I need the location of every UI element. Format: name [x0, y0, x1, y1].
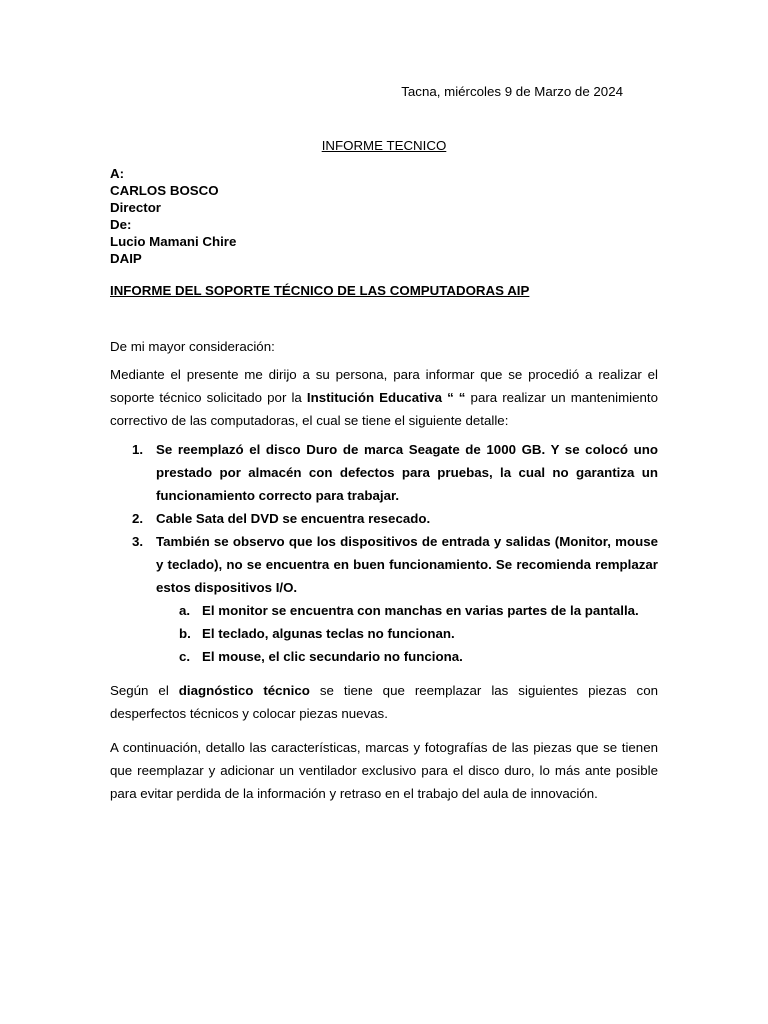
list-item-text: También se observo que los dispositivos de entrada y salidas (Monitor, mouse y teclado), no se encuentra en buen funcionamiento. Se recomienda remplazar estos dispositivos I/O. [156, 534, 658, 595]
sublist-item [110, 645, 658, 668]
sublist-item [110, 599, 658, 622]
closing-paragraph: A continuación, detallo las características, marcas y fotografías de las piezas que se tienen que reemplazar y adicionar un ventilador exclusivo para el disco duro, lo más ante posible para evitar perdida de la información y retraso en el trabajo del aula de innovación. [110, 740, 658, 801]
device-sublist [156, 599, 658, 668]
from-label: De: [110, 217, 132, 232]
document-date: Tacna, miércoles 9 de Marzo de 2024 [401, 84, 623, 99]
document-title: INFORME TECNICO [321, 138, 447, 153]
recipient-role: Director [110, 200, 161, 215]
sublist-item-text: El monitor se encuentra con manchas en varias partes de la pantalla. [202, 603, 639, 618]
list-number: 1. [132, 442, 144, 457]
intro-paragraph [110, 363, 658, 432]
diagnosis-text-1: Según el [110, 683, 179, 698]
list-item-text: Se reemplazó el disco Duro de marca Seagate de 1000 GB. Y se colocó uno prestado por almacén con defectos para pruebas, la cual no garantiza un funcionamiento correcto para trabajar. [156, 442, 658, 503]
letter-body [110, 335, 658, 805]
sublist-letter: a. [179, 603, 191, 618]
sender-name: Lucio Mamani Chire [110, 234, 237, 249]
intro-text-2: para realizar un mantenimiento correctivo de las computadoras, el cual se tiene el siguiente detalle: [110, 390, 658, 428]
sublist-item-text: El mouse, el clic secundario no funciona. [202, 649, 463, 664]
subject-line: INFORME DEL SOPORTE TÉCNICO DE LAS COMPUTADORAS AIP [110, 283, 530, 298]
address-block [110, 165, 236, 267]
to-label: A: [110, 166, 125, 181]
list-number: 2. [132, 511, 144, 526]
list-number: 3. [132, 534, 144, 549]
sublist-letter: b. [179, 626, 191, 641]
list-item [110, 507, 658, 530]
recipient-name: CARLOS BOSCO [110, 183, 219, 198]
intro-text-1: Mediante el presente me dirijo a su persona, para informar que se procedió a realizar el soporte técnico solicitado por la [110, 367, 658, 405]
sublist-item-text: El teclado, algunas teclas no funcionan. [202, 626, 455, 641]
sender-role: DAIP [110, 251, 142, 266]
diagnosis-term: diagnóstico técnico [178, 683, 310, 698]
greeting: De mi mayor consideración: [110, 339, 275, 354]
findings-list [110, 438, 658, 668]
sublist-item [110, 622, 658, 645]
diagnosis-paragraph [110, 679, 658, 725]
list-item-text: Cable Sata del DVD se encuentra resecado. [156, 511, 431, 526]
sublist-letter: c. [179, 649, 191, 664]
diagnosis-text-2: se tiene que reemplazar las siguientes piezas con desperfectos técnicos y colocar piezas nuevas. [110, 683, 658, 721]
list-item [110, 438, 658, 507]
institution-name: Institución Educativa “ “ [306, 390, 466, 405]
list-item [110, 530, 658, 668]
